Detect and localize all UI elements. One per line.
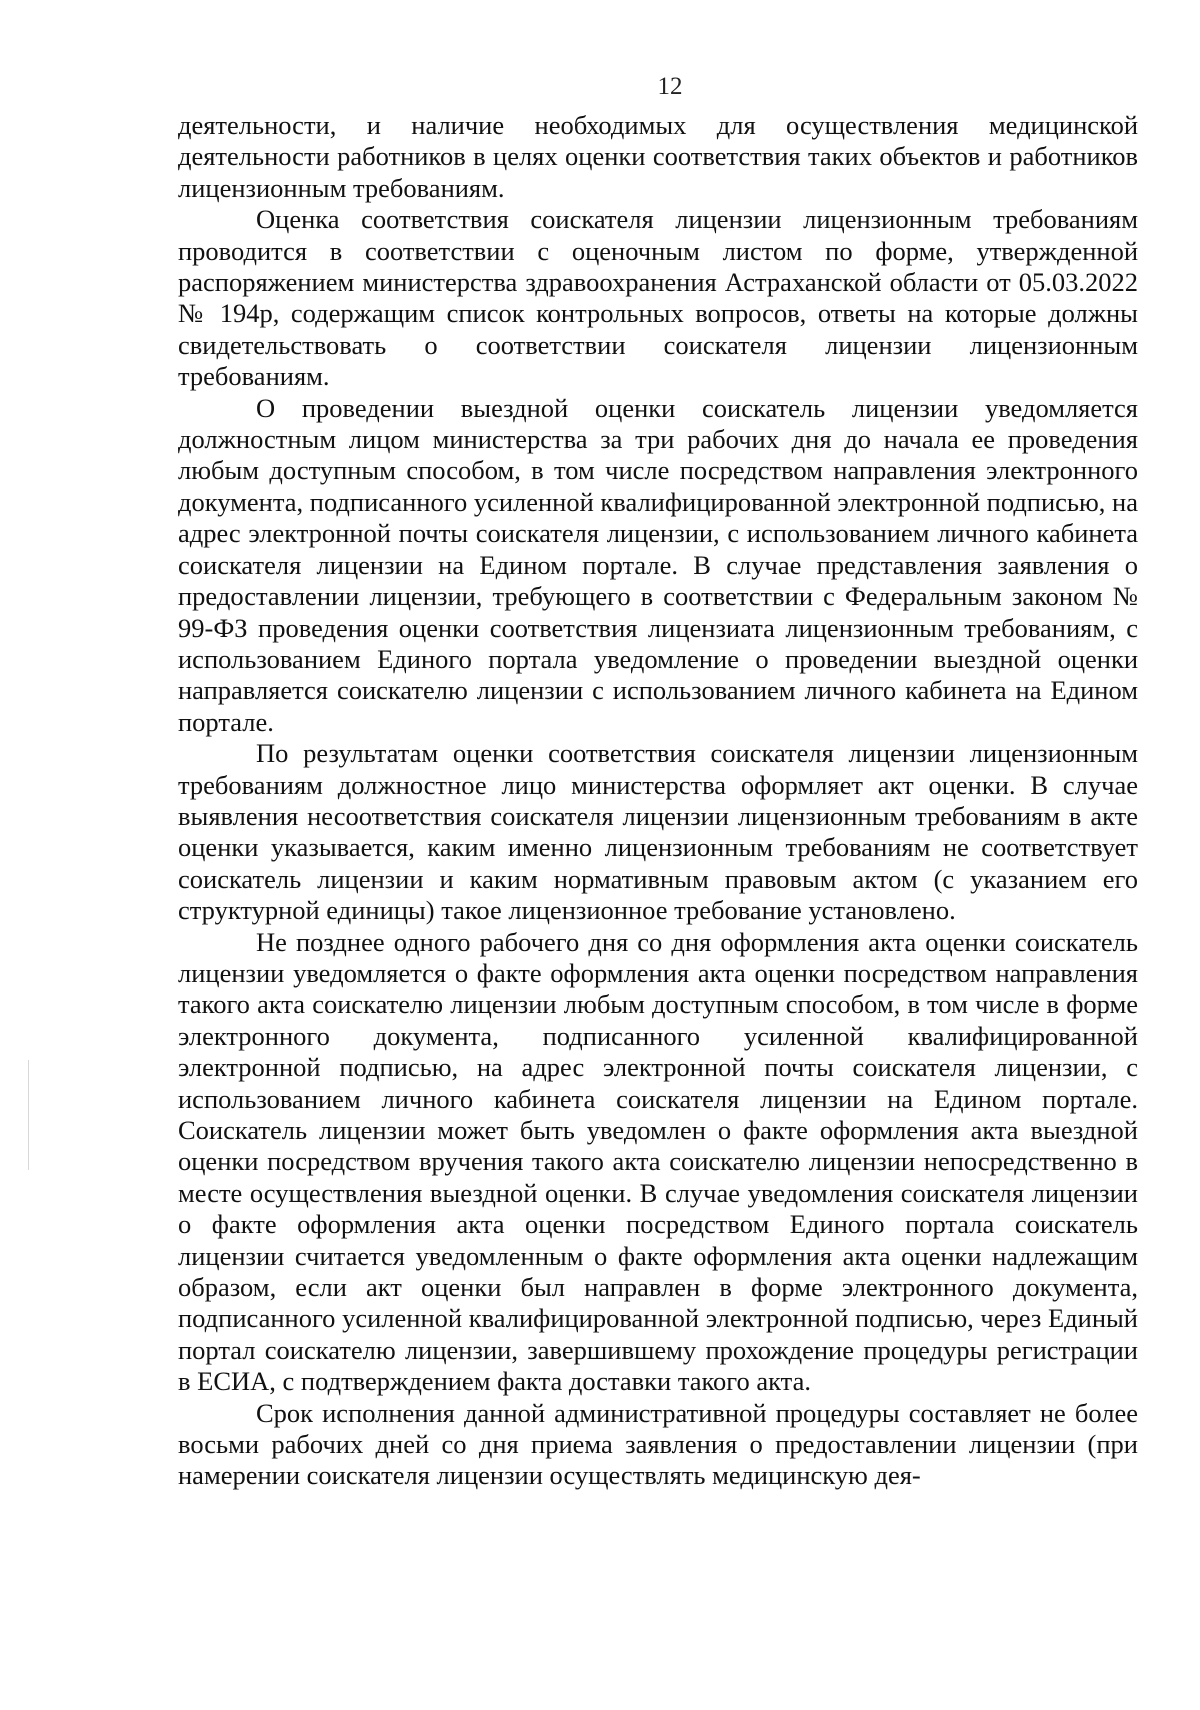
document-body [178, 110, 1138, 1492]
paragraph: О проведении выездной оценки соискатель лицензии уведомляется должностным лицом министерства за три рабочих дня до начала ее проведения любым доступным способом, в том числе посредством направления электронного документа, подписанного усиленной квалифицированной электронной подписью, на адрес электронной почты соискателя лицензии, с использованием личного кабинета соискателя лицензии на Едином портале. В случае представления заявления о предоставлении лицензии, требующего в соответствии с Федеральным законом № 99-ФЗ проведения оценки соответствия лицензиата лицензионным требованиям, с использованием Единого портала уведомление о проведении выездной оценки направляется соискателю лицензии с использованием личного кабинета на Едином портале. [178, 392, 1139, 737]
paragraph: Срок исполнения данной административной процедуры составляет не более восьми рабочих дней со дня приема заявления о предоставлении лицензии (при намерении соискателя лицензии осуществлять медицинскую дея- [178, 1397, 1138, 1491]
paragraph: Оценка соответствия соискателя лицензии лицензионным требованиям проводится в соответствии с оценочным листом по форме, утвержденной распоряжением министерства здравоохранения Астраханской области от 05.03.2022 № 194р, содержащим список контрольных вопросов, ответы на которые должны свидетельствовать о соответствии соискателя лицензии лицензионным требованиям. [178, 204, 1138, 392]
paragraph: По результатам оценки соответствия соискателя лицензии лицензионным требованиям должностное лицо министерства оформляет акт оценки. В случае выявления несоответствия соискателя лицензии лицензионным требованиям в акте оценки указывается, каким именно лицензионным требованиям не соответствует соискатель лицензии и каким нормативным правовым актом (с указанием его структурной единицы) такое лицензионное требование установлено. [178, 738, 1138, 926]
paragraph: деятельности, и наличие необходимых для осуществления медицинской деятельности работников в целях оценки соответствия таких объектов и работников лицензионным требованиям. [178, 110, 1138, 203]
scan-edge-mark [28, 1060, 29, 1170]
paragraph: Не позднее одного рабочего дня со дня оформления акта оценки соискатель лицензии уведомляется о факте оформления акта оценки посредством направления такого акта соискателю лицензии любым доступным способом, в том числе в форме электронного документа, подписанного усиленной квалифицированной электронной подписью, на адрес электронной почты соискателя лицензии, с использованием личного кабинета соискателя лицензии на Едином портале. Соискатель лицензии может быть уведомлен о факте оформления акта выездной оценки посредством вручения такого акта соискателю лицензии непосредственно в месте осуществления выездной оценки. В случае уведомления соискателя лицензии о факте оформления акта оценки посредством Единого портала соискатель лицензии считается уведомленным о факте оформления акта оценки надлежащим образом, если акт оценки был направлен в форме электронного документа, подписанного усиленной квалифицированной электронной подписью, через Единый портал соискателю лицензии, завершившему прохождение процедуры регистрации в ЕСИА, с подтверждением факта доставки такого акта. [178, 926, 1138, 1397]
page-number: 12 [657, 73, 683, 100]
